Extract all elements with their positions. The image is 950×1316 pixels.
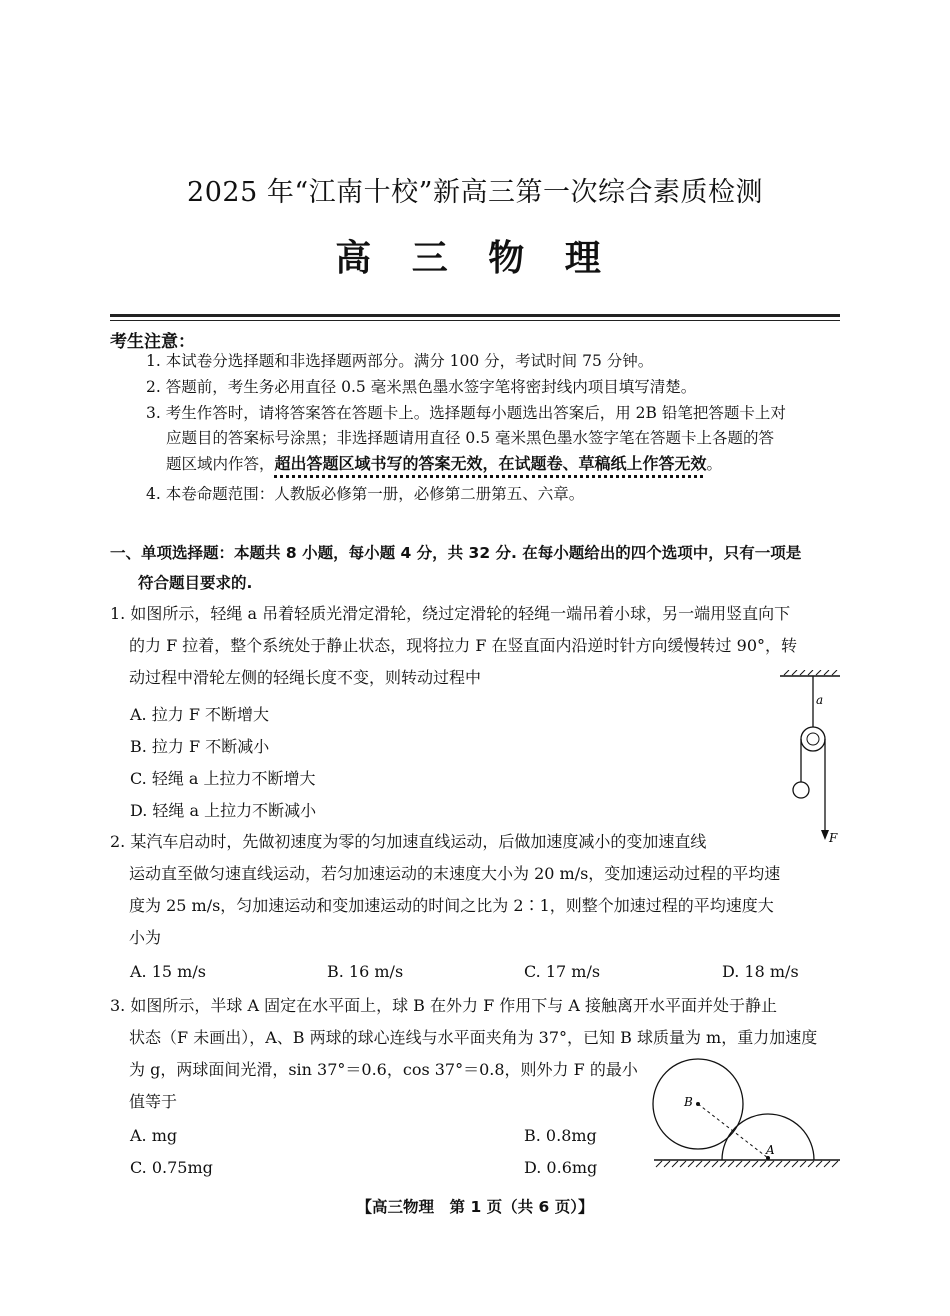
q3-option-c: C. 0.75mg <box>130 1158 213 1177</box>
label-b: B <box>684 1095 693 1109</box>
q1-line3: 动过程中滑轮左侧的轻绳长度不变，则转动过程中 <box>129 668 482 687</box>
q1-line2: 的力 F 拉着，整个系统处于静止状态，现将拉力 F 在竖直面内沿逆时针方向缓慢转过 90°，转 <box>129 636 797 655</box>
q3-line4: 值等于 <box>129 1092 178 1111</box>
notice-item-3-prefix: 题区域内作答， <box>166 455 275 473</box>
section-1-line1: 一、单项选择题：本题共 8 小题，每小题 4 分，共 32 分. 在每小题给出的四个选项中，只有一项是 <box>110 544 802 562</box>
section-1-line2: 符合题目要求的. <box>138 574 253 592</box>
small-ball <box>793 782 809 798</box>
q3-option-b: B. 0.8mg <box>524 1126 597 1145</box>
force-label: F <box>829 831 838 845</box>
header-rule-thin <box>110 320 840 321</box>
q1-pulley-figure <box>776 670 846 848</box>
notice-emphasis: 超出答题区域书写的答案无效，在试题卷、草稿纸上作答无效 <box>274 454 707 473</box>
force-arrow-head <box>821 830 829 840</box>
notice-item-3-line1: 3. 考生作答时，请将答案答在答题卡上。选择题每小题选出答案后，用 2B 铅笔把答题卡上对 <box>146 404 786 422</box>
q2-stem <box>110 826 780 954</box>
notice-item-2: 2. 答题前，考生务必用直径 0.5 毫米黑色墨水签字笔将密封线内项目填写清楚。 <box>146 378 697 396</box>
section-1-heading <box>110 538 801 598</box>
q3-option-d: D. 0.6mg <box>524 1158 598 1177</box>
ceiling-hatch <box>784 670 837 675</box>
q2-line3: 度为 25 m/s，匀加速运动和变加速运动的时间之比为 2∶1，则整个加速过程的平均速度大 <box>129 896 774 915</box>
q3-line1: 3. 如图所示，半球 A 固定在水平面上，球 B 在外力 F 作用下与 A 接触离开水平面并处于静止 <box>110 996 778 1015</box>
q2-option-c: C. 17 m/s <box>524 962 601 981</box>
notice-item-3-suffix: 。 <box>706 455 723 473</box>
notice-heading: 考生注意： <box>110 332 195 352</box>
header-rule-thick <box>110 314 840 317</box>
q2-line2: 运动直至做匀速直线运动，若匀加速运动的末速度大小为 20 m/s，变加速运动过程的平均速 <box>129 864 781 883</box>
q1-stem <box>110 598 797 694</box>
center-b <box>696 1102 700 1106</box>
notice-item-4: 4. 本卷命题范围：人教版必修第一册，必修第二册第五、六章。 <box>146 485 585 503</box>
q1-option-b: B. 拉力 F 不断减小 <box>130 737 270 756</box>
exam-title: 2025 年“江南十校”新高三第一次综合素质检测 <box>187 177 763 208</box>
q1-option-a: A. 拉力 F 不断增大 <box>130 705 270 724</box>
q2-option-a: A. 15 m/s <box>130 962 206 981</box>
center-line <box>698 1104 768 1158</box>
subject-title: 高 三 物 理 <box>335 237 615 279</box>
notice-item-3-line2: 应题目的答案标号涂黑；非选择题请用直径 0.5 毫米黑色墨水签字笔在答题卡上各题的答 <box>166 429 775 447</box>
q3-spheres-figure <box>650 1052 842 1172</box>
q2-option-b: B. 16 m/s <box>327 962 404 981</box>
notice-item-3-line3 <box>166 453 722 475</box>
q2-line1: 2. 某汽车启动时，先做初速度为零的匀加速直线运动，后做加速度减小的变加速直线 <box>110 832 707 851</box>
q3-option-a: A. mg <box>130 1126 178 1145</box>
q2-line4: 小为 <box>129 928 162 947</box>
q3-line2: 状态（F 未画出），A、B 两球的球心连线与水平面夹角为 37°，已知 B 球质量为 m，重力加速度 <box>129 1028 818 1047</box>
page-footer: 【高三物理 第 1 页（共 6 页）】 <box>356 1198 594 1216</box>
q1-option-c: C. 轻绳 a 上拉力不断增大 <box>130 769 316 788</box>
rope-a-label: a <box>816 693 824 707</box>
notice-item-1: 1. 本试卷分选择题和非选择题两部分。满分 100 分，考试时间 75 分钟。 <box>146 352 654 370</box>
q1-line1: 1. 如图所示，轻绳 a 吊着轻质光滑定滑轮，绕过定滑轮的轻绳一端吊着小球，另一端用竖直向下 <box>110 604 791 623</box>
ground-hatch <box>656 1161 838 1167</box>
q2-option-d: D. 18 m/s <box>722 962 799 981</box>
pulley <box>801 727 825 751</box>
q3-line3: 为 g，两球面间光滑，sin 37°＝0.6，cos 37°＝0.8，则外力 F 的最小 <box>129 1060 638 1079</box>
q1-option-d: D. 轻绳 a 上拉力不断减小 <box>130 801 317 820</box>
label-a: A <box>766 1143 775 1157</box>
